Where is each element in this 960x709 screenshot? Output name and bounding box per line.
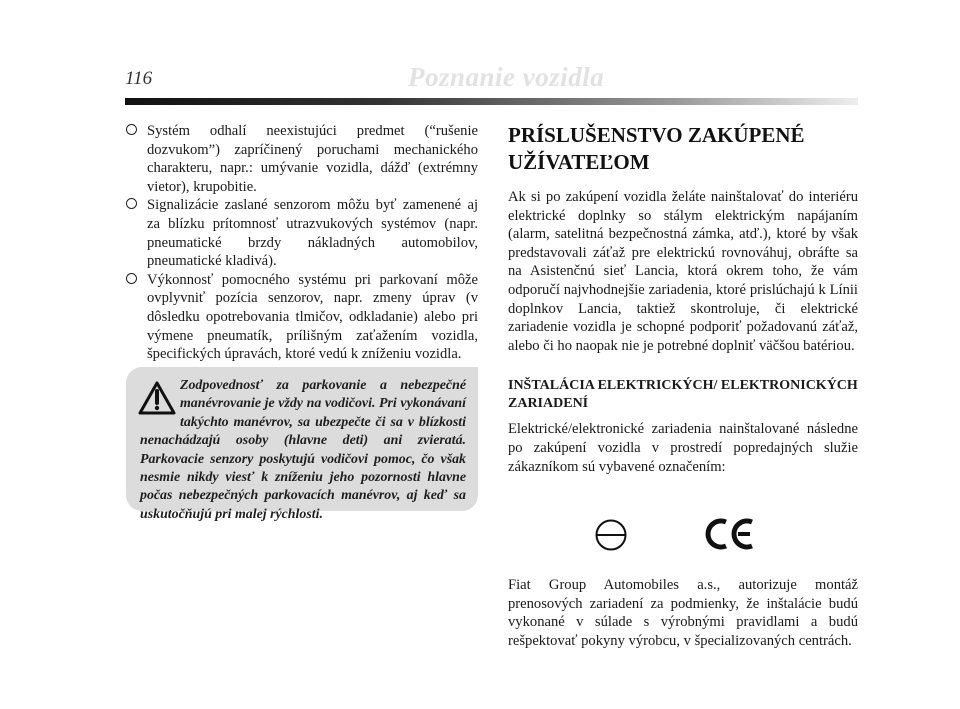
page-number: 116 [125, 68, 153, 89]
certification-symbols [508, 502, 858, 564]
bullet-text: Výkonnosť pomocného systému pri parkovaní môže ovplyvniť pozícia senzorov, napr. zmeny úprav (v dôsledku opotrebovania tlmičov, odkladanie) alebo pri výmene pneumatík, prílišným zaťažením vozidla, špecifických úpravách, ktoré vedú k zníženiu vozidla. [147, 271, 478, 363]
header-title: Poznanie vozidla [408, 62, 605, 92]
closing-paragraph: Fiat Group Automobiles a.s., autorizuje montáž prenosových zariadení za podmienky, že inštalácie budú vykonané v súlade s výrobnými pravidlami a budú rešpektovať pokyny výrobcu, v špecializovaných centrách. [508, 577, 858, 649]
circle-bullet-icon [126, 124, 137, 135]
circle-bullet-icon [126, 273, 137, 284]
intro-paragraph: Ak si po zakúpení vozidla želáte nainštalovať do interiéru elektrické doplnky so stálym elektrickým napájaním (alarm, satelitná bezpečnostná zámka, atď.), ktoré by však predstavovali záťaž pre elektrickú rovnováhuj, obráfte sa na Asistenčnú sieť Lancia, ktorá okrem toho, že vám odporučí najvhodnejšie zariadenia, ktoré prislúchajú k Línii doplnkov Lancia, taktiež skontroluje, či elektrické zariadenie vozidla je schopné podporiť požadovanú záťaž, alebo či ho naopak nie je potrebné doplniť väčšou batériou. [508, 189, 858, 354]
bullet-text: Systém odhalí neexistujúci predmet (“rušenie dozvukom”) zapríčinený poruchami mechanického charakteru, napr.: umývanie vozidla, dážď (extrémny vietor), krupobitie. [147, 123, 478, 195]
list-item [126, 196, 478, 270]
warning-text [140, 377, 466, 524]
left-column [126, 122, 478, 364]
section-title [508, 122, 858, 176]
ce-mark-icon [702, 516, 756, 552]
subheading: INŠTALÁCIA ELEKTRICKÝCH/ ELEKTRONICKÝCH ZARIADENÍ [508, 378, 858, 411]
right-column [508, 122, 858, 651]
bullet-list [126, 122, 478, 364]
list-item [126, 122, 478, 196]
circle-bullet-icon [126, 198, 137, 209]
header-rule [125, 98, 858, 105]
section-title-line-2: UŽÍVATEĽOM [508, 150, 650, 174]
install-paragraph: Elektrické/elektronické zariadenia nainštalované následne po zakúpení vozidla v prostredí popredajných služie zákazníkom sú vybavené označením: [508, 421, 858, 475]
warning-message: Zodpovednosť za parkovanie a nebezpečné manévrovanie je vždy na vodičovi. Pri vykonávaní takýchto manévrov, sa ubezpečte či sa v blízkosti nenachádzajú osoby (hlavne deti) ani zvieratá. Parkovacie senzory poskytujú vodičovi pomoc, čo však nesmie nikdy viesť k zníženiu jeho pozornosti hlavne počas nebezpečných parkovacích manévrov, aj keď sa uskutočňujú pri malej rýchlosti. [140, 378, 466, 522]
bullet-text: Signalizácie zaslané senzorom môžu byť zamenené aj za blízku prítomnosť utrazvukových systémov (napr. pneumatické brzdy nákladných automobilov, pneumatické kladivá). [147, 197, 478, 270]
section-title-line-1: PRÍSLUŠENSTVO ZAKÚPENÉ [508, 123, 805, 147]
warning-box [126, 367, 478, 522]
e-mark-icon [594, 516, 628, 554]
list-item [126, 271, 478, 364]
